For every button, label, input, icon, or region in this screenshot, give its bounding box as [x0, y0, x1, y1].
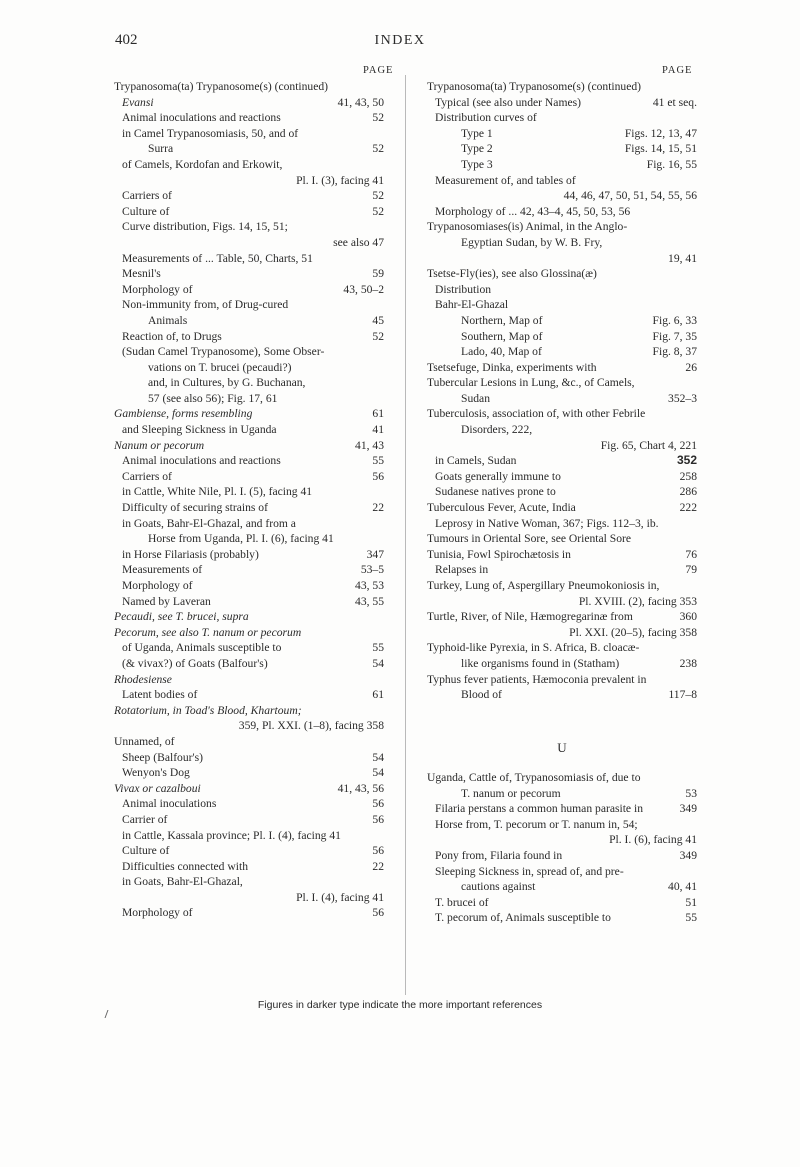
index-entry-text: Animal inoculations and reactions [122, 454, 281, 468]
index-entry-page: 54 [372, 750, 384, 764]
index-entry-page: 352–3 [668, 391, 697, 405]
index-entry-text: Trypanosoma(ta) Trypanosome(s) (continued) [427, 80, 642, 93]
index-entry [114, 796, 384, 812]
index-entry-text: and Sleeping Sickness in Uganda [122, 423, 277, 437]
index-entry-text: Morphology of [122, 906, 193, 920]
index-entry-text: Morphology of [122, 282, 193, 296]
index-entry-page: 61 [372, 688, 384, 702]
index-entry [427, 204, 697, 220]
index-entry [114, 173, 384, 189]
index-entry [114, 422, 384, 438]
index-entry-text: Horse from Uganda, Pl. I. (6), facing 41 [148, 532, 334, 546]
index-entry-page: 45 [372, 313, 384, 327]
index-entry [114, 126, 384, 142]
index-entry [114, 344, 384, 360]
index-entry-text: in Goats, Bahr-El-Ghazal, and from a [122, 516, 296, 530]
index-entry [427, 484, 697, 500]
index-entry [427, 79, 697, 95]
index-entry [114, 484, 384, 500]
index-entry-page: Fig. 6, 33 [652, 313, 697, 327]
index-entry [427, 329, 697, 345]
index-entry-text: Horse from, T. pecorum or T. nanum in, 54; [435, 817, 638, 831]
index-entry-text: Rhodesiense [114, 672, 172, 686]
index-entry-text: Filaria perstans a common human parasite in [435, 802, 643, 816]
index-entry [114, 594, 384, 610]
index-entry-text: in Horse Filariasis (probably) [122, 547, 259, 561]
page-number: 402 [115, 32, 138, 48]
index-entry [114, 375, 384, 391]
index-entry-page: 41, 43 [355, 438, 384, 452]
index-entry-page: 55 [372, 641, 384, 655]
index-entry-page: 56 [372, 844, 384, 858]
index-entry-page: 347 [366, 547, 384, 561]
index-entry [427, 453, 697, 469]
index-entry [114, 188, 384, 204]
index-entry-page: 56 [372, 797, 384, 811]
index-entry-page: 41 [372, 423, 384, 437]
index-entry-text: Culture of [122, 204, 170, 218]
index-entry [427, 687, 697, 703]
index-entry-text: in Camels, Sudan [435, 454, 517, 468]
index-entry-text: Animals [148, 313, 188, 327]
index-entry-text: cautions against [461, 880, 536, 894]
index-entry [114, 687, 384, 703]
index-entry-text: see also 47 [333, 235, 384, 249]
index-entry-page: 52 [372, 329, 384, 343]
index-entry [427, 656, 697, 672]
index-entry-page: 61 [372, 407, 384, 421]
index-entry [114, 562, 384, 578]
index-entry [114, 79, 384, 95]
index-entry [114, 453, 384, 469]
index-entry-text: Sudanese natives prone to [435, 485, 556, 499]
index-entry-text: Tuberculous Fever, Acute, India [427, 501, 576, 515]
index-entry-page: 56 [372, 469, 384, 483]
index-entry-text: Latent bodies of [122, 688, 198, 702]
index-entry [427, 110, 697, 126]
index-entry [427, 297, 697, 313]
index-entry-text: Typical (see also under Names) [435, 95, 581, 109]
index-entry [427, 422, 697, 438]
index-entry-text: and, in Cultures, by G. Buchanan, [148, 376, 306, 390]
index-entry-text: of Camels, Kordofan and Erkowit, [122, 157, 283, 171]
index-entry [427, 895, 697, 911]
index-entry [114, 890, 384, 906]
index-entry-page: 51 [685, 895, 697, 909]
index-entry [427, 157, 697, 173]
index-entry-text: Trypanosomiases(is) Animal, in the Anglo- [427, 220, 628, 234]
index-entry-page: 43, 50–2 [343, 282, 384, 296]
index-entry [427, 141, 697, 157]
index-entry-text: Uganda, Cattle of, Trypanosomiasis of, due to [427, 771, 641, 784]
index-entry-text: 19, 41 [668, 251, 697, 265]
index-entry-text: 57 (see also 56); Fig. 17, 61 [148, 391, 278, 405]
index-entry-page: 349 [679, 802, 697, 816]
index-entry-text: T. nanum or pecorum [461, 786, 561, 800]
index-entry [114, 734, 384, 750]
index-entry-page: 41, 43, 56 [337, 781, 384, 795]
index-entry-text: Wenyon's Dog [122, 766, 190, 780]
index-entry-text: in Cattle, Kassala province; Pl. I. (4), facing 41 [122, 828, 341, 842]
index-entry-text: Mesnil's [122, 267, 161, 281]
index-entry-text: Trypanosoma(ta) Trypanosome(s) (continued) [114, 80, 329, 93]
page-column-label-left: PAGE [363, 65, 394, 76]
index-entry [427, 770, 697, 786]
index-entry-text: Pl. I. (4), facing 41 [296, 890, 384, 904]
index-entry-page: 238 [679, 656, 697, 670]
index-entry-text: Southern, Map of [461, 329, 543, 343]
index-entry [427, 832, 697, 848]
index-entry [427, 173, 697, 189]
index-entry-text: Surra [148, 142, 174, 156]
index-entry-text: Leprosy in Native Woman, 367; Figs. 112–3, ib. [435, 516, 659, 530]
index-entry-page: Figs. 12, 13, 47 [624, 126, 697, 140]
index-entry-page: 55 [372, 454, 384, 468]
index-entry [427, 910, 697, 926]
index-entry-text: Pl. I. (6), facing 41 [609, 833, 697, 847]
index-entry-text: Evansi [122, 95, 154, 109]
index-entry-text: in Cattle, White Nile, Pl. I. (5), facing 41 [122, 485, 313, 499]
index-entry-text: Pl. XVIII. (2), facing 353 [578, 594, 697, 608]
index-entry-page: 222 [679, 501, 697, 515]
index-entry [114, 266, 384, 282]
index-entry [427, 266, 697, 282]
index-entry [114, 812, 384, 828]
index-entry-text: Tsetse-Fly(ies), see also Glossina(æ) [427, 267, 597, 281]
index-entry [114, 656, 384, 672]
index-entry [427, 282, 697, 298]
index-entry [427, 594, 697, 610]
index-entry [427, 848, 697, 864]
index-entry-text: T. pecorum of, Animals susceptible to [435, 911, 611, 925]
index-entry-text: Non-immunity from, of Drug-cured [122, 298, 289, 312]
index-entry-page: 54 [372, 656, 384, 670]
index-entry-page: Fig. 8, 37 [652, 345, 697, 359]
index-entry-text: Rotatorium, in Toad's Blood, Khartoum; [114, 703, 302, 717]
index-entry-text: Curve distribution, Figs. 14, 15, 51; [122, 220, 288, 234]
index-entry-text: Sheep (Balfour's) [122, 750, 203, 764]
index-entry-text: Disorders, 222, [461, 423, 533, 437]
index-entry-text: Northern, Map of [461, 313, 543, 327]
index-entry [114, 874, 384, 890]
index-entry-text: Gambiense, forms resembling [114, 407, 253, 421]
index-entry-text: Animal inoculations and reactions [122, 111, 281, 125]
index-entry-text: Pony from, Filaria found in [435, 848, 563, 862]
index-entry [114, 95, 384, 111]
index-entry-page: 286 [679, 485, 697, 499]
index-entry-text: Pl. XXI. (20–5), facing 358 [569, 625, 697, 639]
index-entry-page: 352 [676, 453, 697, 468]
index-entry-text: Tumours in Oriental Sore, see Oriental Sore [427, 532, 632, 546]
index-entry [427, 547, 697, 563]
index-entry-text: Nanum or pecorum [114, 438, 205, 452]
index-entry-page: 53–5 [360, 563, 384, 577]
index-entry-page: Figs. 14, 15, 51 [624, 142, 697, 156]
index-entry [114, 859, 384, 875]
index-entry [427, 801, 697, 817]
index-entry-text: Lado, 40, Map of [461, 345, 542, 359]
index-entry-page: 40, 41 [668, 880, 697, 894]
index-entry-text: Sudan [461, 391, 490, 405]
index-entry-page: 26 [685, 360, 697, 374]
index-entry [114, 718, 384, 734]
index-entry-page: 43, 55 [355, 594, 384, 608]
index-entry-page: 117–8 [668, 688, 697, 702]
index-entry [114, 157, 384, 173]
index-entry [114, 219, 384, 235]
index-entry [114, 843, 384, 859]
index-entry [114, 703, 384, 719]
index-entry [427, 235, 697, 251]
index-entry [427, 640, 697, 656]
index-entry [427, 500, 697, 516]
index-entry-page: 360 [679, 610, 697, 624]
index-entry-page: 56 [372, 812, 384, 826]
index-entry-text: Carriers of [122, 469, 172, 483]
index-entry-page: 54 [372, 766, 384, 780]
index-entry-text: Difficulty of securing strains of [122, 501, 268, 515]
index-entry-text: Pecaudi, see T. brucei, supra [114, 610, 249, 624]
index-entry-text: 44, 46, 47, 50, 51, 54, 55, 56 [563, 189, 697, 203]
index-entry-text: Difficulties connected with [122, 859, 248, 873]
index-entry [114, 547, 384, 563]
index-entry [114, 500, 384, 516]
index-entry-text: in Goats, Bahr-El-Ghazal, [122, 875, 243, 889]
index-entry [427, 625, 697, 641]
index-entry [114, 282, 384, 298]
index-entry [427, 672, 697, 688]
index-entry-text: Morphology of ... 42, 43–4, 45, 50, 53, 56 [435, 204, 631, 218]
index-entry [427, 406, 697, 422]
index-entry-text: Turtle, River, of Nile, Hæmogregarinæ from [427, 610, 633, 624]
index-entry-text: Typhoid-like Pyrexia, in S. Africa, B. cloacæ- [427, 641, 640, 655]
index-entry [114, 531, 384, 547]
index-entry-page: 22 [372, 501, 384, 515]
index-column-right-u [427, 770, 697, 926]
index-entry [114, 640, 384, 656]
index-entry-text: Typhus fever patients, Hæmoconia prevalent in [427, 672, 647, 686]
index-entry [427, 251, 697, 267]
index-entry-text: Animal inoculations [122, 797, 217, 811]
index-entry-page: 43, 53 [355, 579, 384, 592]
index-entry-page: 22 [372, 859, 384, 873]
index-entry-text: (& vivax?) of Goats (Balfour's) [122, 656, 268, 670]
index-entry [114, 391, 384, 407]
index-entry-text: Measurement of, and tables of [435, 173, 576, 187]
index-entry-text: in Camel Trypanosomiasis, 50, and of [122, 126, 299, 140]
index-entry-text: Distribution curves of [435, 111, 537, 125]
index-entry-page: 59 [372, 267, 384, 281]
index-entry [114, 625, 384, 641]
index-entry [114, 313, 384, 329]
index-entry-text: of Uganda, Animals susceptible to [122, 641, 282, 655]
index-entry [114, 235, 384, 251]
index-entry [114, 750, 384, 766]
section-letter-u: U [557, 740, 567, 755]
index-entry-text: Sleeping Sickness in, spread of, and pre- [435, 864, 624, 878]
index-entry-text: Culture of [122, 844, 170, 858]
index-entry-text: Type 1 [461, 126, 493, 140]
index-entry-text: Relapses in [435, 563, 489, 577]
index-entry [427, 391, 697, 407]
page-column-label-right: PAGE [662, 65, 693, 76]
running-title: INDEX [374, 33, 426, 48]
index-entry-text: Tubercular Lesions in Lung, &c., of Camels, [427, 376, 635, 390]
index-entry [427, 531, 697, 547]
index-entry [114, 905, 384, 921]
index-entry-text: (Sudan Camel Trypanosome), Some Obser- [122, 345, 325, 359]
index-entry-page: 52 [372, 189, 384, 203]
index-entry-text: Measurements of [122, 563, 203, 577]
index-entry [427, 516, 697, 532]
index-entry [427, 864, 697, 880]
index-entry-text: Reaction of, to Drugs [122, 329, 222, 343]
index-entry-text: Carrier of [122, 812, 168, 826]
index-entry-text: Named by Laveran [122, 594, 211, 608]
index-entry-text: Tunisia, Fowl Spirochætosis in [427, 547, 571, 561]
index-entry [114, 469, 384, 485]
index-entry-text: Turkey, Lung of, Aspergillary Pneumokoniosis in, [427, 579, 660, 592]
index-entry-text: vations on T. brucei (pecaudi?) [148, 360, 292, 374]
index-entry [427, 375, 697, 391]
index-entry [427, 879, 697, 895]
index-entry-text: Goats generally immune to [435, 469, 561, 483]
index-entry [427, 562, 697, 578]
index-entry-page: 258 [679, 469, 697, 483]
index-entry-page: 52 [372, 204, 384, 218]
index-entry-page: 55 [685, 911, 697, 925]
index-entry [427, 188, 697, 204]
index-entry [427, 126, 697, 142]
index-entry-text: Fig. 65, Chart 4, 221 [600, 438, 697, 452]
index-entry-text: Egyptian Sudan, by W. B. Fry, [461, 235, 603, 249]
index-entry [114, 828, 384, 844]
index-entry-page: 52 [372, 111, 384, 125]
index-entry [114, 609, 384, 625]
index-entry [427, 219, 697, 235]
index-entry-page: 41, 43, 50 [337, 95, 384, 109]
index-entry [427, 609, 697, 625]
index-entry [114, 765, 384, 781]
margin-mark [105, 1010, 115, 1018]
index-entry-text: Morphology of [122, 579, 193, 592]
index-entry [427, 360, 697, 376]
index-entry [114, 438, 384, 454]
index-entry-text: Vivax or cazalboui [114, 781, 201, 795]
index-entry [427, 438, 697, 454]
index-entry [114, 578, 384, 594]
index-entry-text: 359, Pl. XXI. (1–8), facing 358 [238, 719, 384, 733]
index-entry [114, 516, 384, 532]
index-entry-text: Blood of [461, 688, 502, 702]
index-entry-page: Fig. 7, 35 [652, 329, 697, 343]
index-entry-text: Pl. I. (3), facing 41 [296, 173, 384, 187]
index-entry [427, 313, 697, 329]
index-entry-text: Distribution [435, 282, 492, 296]
index-entry-page: 349 [679, 848, 697, 862]
index-entry [114, 406, 384, 422]
index-entry [427, 817, 697, 833]
index-entry [114, 141, 384, 157]
index-entry-page: 52 [372, 142, 384, 156]
index-column-right [427, 79, 697, 703]
index-entry-page: Fig. 16, 55 [646, 157, 697, 171]
index-entry-text: Pecorum, see also T. nanum or pecorum [114, 625, 302, 639]
index-entry [114, 360, 384, 376]
index-entry [114, 781, 384, 797]
index-entry-text: like organisms found in (Statham) [461, 656, 620, 670]
index-entry-text: Tuberculosis, association of, with other Febrile [427, 407, 646, 421]
index-entry-text: Unnamed, of [114, 734, 175, 748]
index-entry-text: Bahr-El-Ghazal [435, 298, 509, 312]
index-entry-page: 56 [372, 906, 384, 920]
index-entry [114, 672, 384, 688]
index-entry-page: 79 [685, 563, 697, 577]
index-entry [427, 469, 697, 485]
index-column-left [114, 79, 384, 921]
index-entry-text: Carriers of [122, 189, 172, 203]
index-entry [427, 95, 697, 111]
column-divider [405, 75, 406, 995]
index-entry [114, 329, 384, 345]
index-entry [427, 578, 697, 594]
index-entry [427, 344, 697, 360]
index-entry-text: Type 2 [461, 142, 493, 156]
index-entry [427, 786, 697, 802]
index-entry [114, 297, 384, 313]
index-entry-page: 41 et seq. [652, 95, 697, 109]
index-entry-text: Tsetsefuge, Dinka, experiments with [427, 360, 597, 374]
index-entry-text: Measurements of ... Table, 50, Charts, 51 [122, 251, 313, 265]
index-entry-page: 53 [685, 786, 697, 800]
index-entry-page: 76 [685, 547, 697, 561]
index-entry-text: Type 3 [461, 157, 493, 171]
index-entry-text: T. brucei of [435, 895, 489, 909]
footer-note: Figures in darker type indicate the more important references [257, 999, 543, 1011]
index-entry [114, 251, 384, 267]
index-entry [114, 110, 384, 126]
index-entry [114, 204, 384, 220]
